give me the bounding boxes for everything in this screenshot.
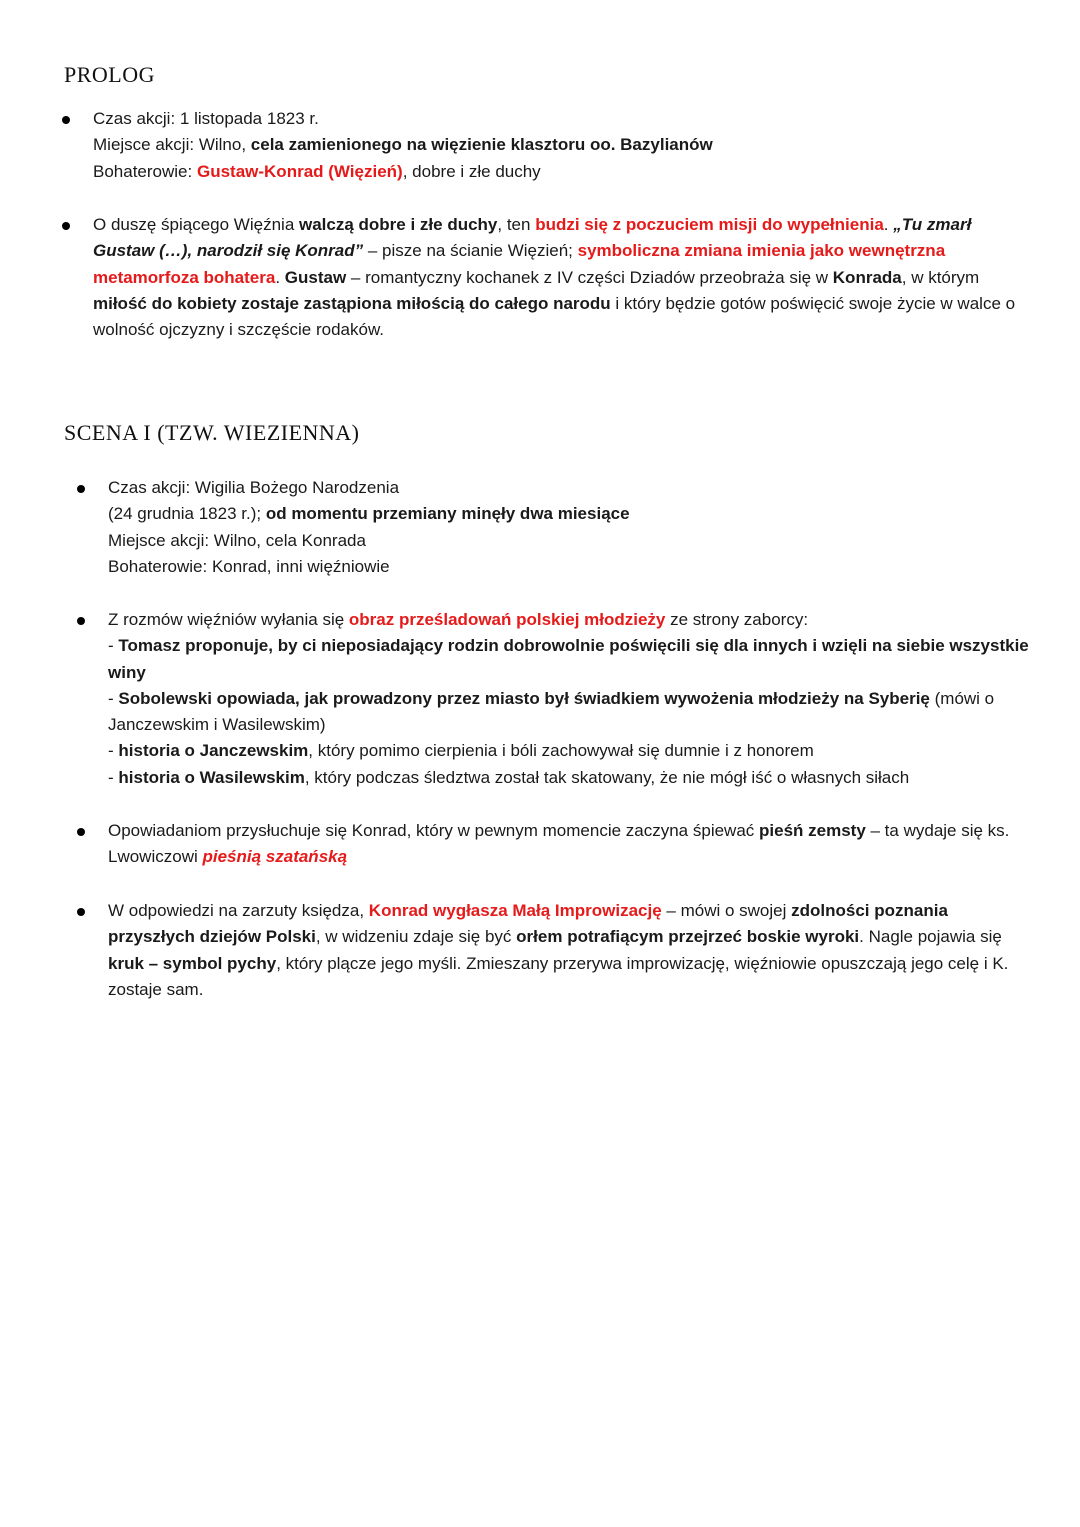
prolog-summary-text <box>93 212 1023 343</box>
text: . <box>883 215 894 234</box>
text: – ta wydaje się ks. Lwowiczowi <box>108 821 1010 867</box>
text: , ten <box>497 215 536 234</box>
bullet-icon <box>77 617 85 625</box>
dash: - <box>108 688 119 708</box>
text: , który plącze jego myśli. Zmieszany przerywa improwizację, więźniowie opuszczają jego celę i K. zostaje sam. <box>108 953 1009 999</box>
time-label: Czas akcji: <box>108 478 191 497</box>
text: . Nagle pojawia się <box>859 927 1002 947</box>
bullet-icon <box>77 485 85 493</box>
place-bold: cela zamienionego na więzienie klasztoru oo. Bazylianów <box>250 135 713 155</box>
bold-text: historia o Janczewskim <box>118 741 309 761</box>
list-line-sobolewski <box>108 686 1033 739</box>
song-text <box>108 818 1033 871</box>
bold-text: kruk – symbol pychy <box>108 953 277 973</box>
scena1-heroes-line: Bohaterowie: Konrad, inni więźniowie <box>108 556 390 576</box>
red-italic-text: pieśnią szatańską <box>202 847 348 867</box>
scena1-info-item <box>108 475 1033 580</box>
list-line-janczewski <box>108 738 1033 764</box>
bold-text: Konrada <box>832 267 902 287</box>
text: (mówi o Janczewskim i Wasilewskim) <box>108 688 995 735</box>
scena1-song-item <box>108 818 1033 871</box>
dash: - <box>108 741 119 761</box>
prolog-summary-item <box>93 212 1023 343</box>
text: , który pomimo cierpienia i bóli zachowywał się dumnie i z honorem <box>308 741 814 761</box>
scena1-prisoners-item <box>108 607 1033 791</box>
bullet-icon <box>62 116 70 124</box>
text: – romantyczny kochanek z IV części Dziadów przeobraża się w <box>346 267 833 287</box>
bold-text: pieśń zemsty <box>759 821 866 840</box>
place-label: Miejsce akcji: <box>93 135 195 155</box>
bold-text: walczą dobre i złe duchy <box>299 215 498 234</box>
bold-text: Tomasz proponuje, by ci nieposiadający rodzin dobrowolnie poświęcili się dla innych i wzięli na siebie wszystkie winy <box>108 636 1029 682</box>
text: Z rozmów więźniów wyłania się <box>108 610 349 629</box>
quote: „Tu zmarł Gustaw (…), narodził się Konrad” <box>93 215 972 261</box>
bold-text: zdolności poznania przyszłych dziejów Polski <box>108 901 948 947</box>
heroes-label: Bohaterowie: <box>93 161 193 181</box>
red-text: Konrad wygłasza Małą Improwizację <box>368 901 662 920</box>
bullet-icon <box>77 908 85 916</box>
text: – pisze na ścianie Więzień; <box>363 241 578 261</box>
heroes-highlight: Gustaw-Konrad (Więzień) <box>196 161 403 181</box>
scena1-place-line: Miejsce akcji: Wilno, cela Konrada <box>108 530 366 550</box>
red-text: obraz prześladowań polskiej młodzieży <box>348 610 666 629</box>
text: ze strony zaborcy: <box>665 610 809 629</box>
text: O duszę śpiącego Więźnia <box>93 215 299 234</box>
heroes-rest: , dobre i złe duchy <box>402 161 541 181</box>
prolog-heading: PROLOG <box>64 62 156 87</box>
prisoners-intro <box>108 607 1033 633</box>
prolog-time-line <box>93 106 1023 132</box>
dash: - <box>108 767 119 787</box>
bold-text: miłość do kobiety zostaje zastąpiona miłością do całego narodu <box>93 293 611 313</box>
prolog-heroes-line <box>93 159 1023 185</box>
dash: - <box>108 636 119 656</box>
improvisation-text <box>108 898 1033 1003</box>
text: – mówi o swojej <box>661 901 792 920</box>
list-line-wasilewski <box>108 765 1033 791</box>
text: , w widzeniu zdaje się być <box>315 927 517 947</box>
scena1-improvisation-item <box>108 898 1033 1003</box>
bullet-icon <box>77 828 85 836</box>
time-label: Czas akcji: <box>93 109 176 128</box>
bullet-icon <box>62 222 70 230</box>
scena1-time-line <box>108 475 1033 501</box>
text: , który podczas śledztwa został tak skatowany, że nie mógł iść o własnych siłach <box>304 767 910 787</box>
prolog-place-line <box>93 132 1023 158</box>
date-text: (24 grudnia 1823 r.); <box>108 504 266 524</box>
bold-text: Gustaw <box>284 267 347 287</box>
red-text: budzi się z poczuciem misji do wypełnienia <box>535 215 884 234</box>
scena1-heading: SCENA I (TZW. WIEZIENNA) <box>64 420 360 445</box>
place-value: Wilno, <box>194 135 251 155</box>
time-value: Wigilia Bożego Narodzenia <box>190 478 400 497</box>
list-line-tomasz <box>108 633 1033 686</box>
text: W odpowiedzi na zarzuty księdza, <box>108 901 369 920</box>
text: . <box>275 267 285 287</box>
scena1-date-line <box>108 501 1033 527</box>
time-value: 1 listopada 1823 r. <box>175 109 319 128</box>
text: , w którym <box>901 267 980 287</box>
red-text: symboliczna zmiana imienia jako wewnętrzna metamorfoza bohatera <box>93 241 946 287</box>
date-bold: od momentu przemiany minęły dwa miesiące <box>265 504 630 524</box>
bold-text: Sobolewski opowiada, jak prowadzony przez miasto był świadkiem wywożenia młodzieży na Syberię <box>118 688 930 708</box>
text: Opowiadaniom przysłuchuje się Konrad, który w pewnym momencie zaczyna śpiewać <box>108 821 760 840</box>
bold-text: orłem potrafiącym przejrzeć boskie wyroki <box>516 927 860 947</box>
text: i który będzie gotów poświęcić swoje życie w walce o wolność ojczyzny i szczęście rodaków. <box>93 293 1016 340</box>
prolog-info-item <box>93 106 1023 185</box>
bold-text: historia o Wasilewskim <box>118 767 305 787</box>
